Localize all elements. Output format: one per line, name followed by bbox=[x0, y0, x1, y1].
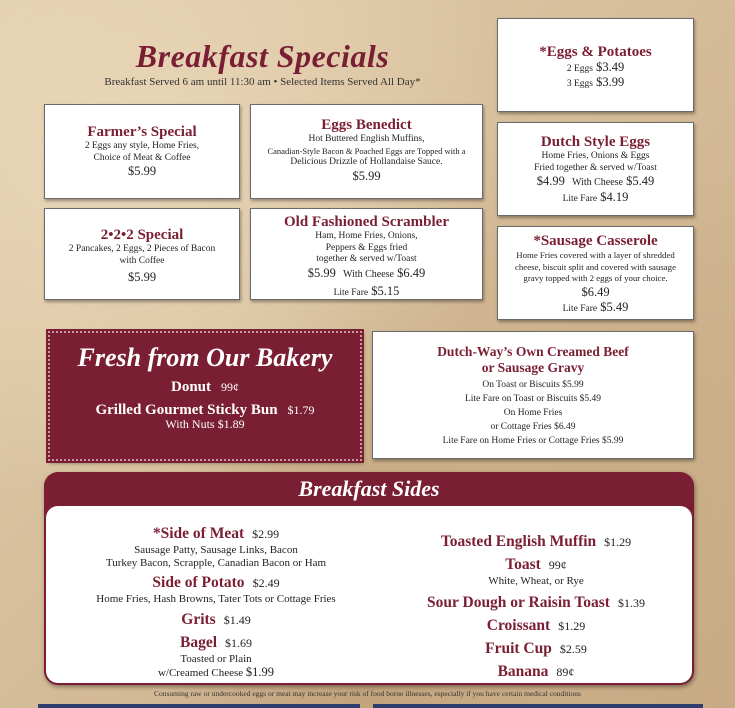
bakery-title: Fresh from Our Bakery bbox=[77, 343, 333, 372]
side-fruit-cup: Fruit Cup $2.59 bbox=[485, 640, 587, 657]
bottom-bar-right bbox=[373, 704, 703, 708]
sausage-casserole-title: *Sausage Casserole bbox=[533, 233, 658, 249]
side-sourdough: Sour Dough or Raisin Toast $1.39 bbox=[427, 594, 645, 611]
scrambler-title: Old Fashioned Scrambler bbox=[283, 214, 449, 230]
scrambler-card: Old Fashioned Scrambler Ham, Home Fries, Onions, Peppers & Eggs fried together & served w/Toast $5.99 With Cheese $6.49 Lite Fare $5.15 bbox=[250, 208, 483, 300]
creamed-beef-title: Dutch-Way’s Own Creamed Beef bbox=[437, 344, 629, 359]
eggs-potatoes-opt1: 2 Eggs $3.49 bbox=[566, 60, 625, 74]
bakery-sticky-bun: Grilled Gourmet Sticky Bun $1.79 bbox=[95, 402, 315, 418]
eggs-benedict-price: $5.99 bbox=[352, 168, 381, 183]
eggs-benedict-card: Eggs Benedict Hot Buttered English Muffins, Canadian-Style Bacon & Poached Eggs are Topped with a Delicious Drizzle of Hollandaise Sauce. $5.99 bbox=[250, 104, 483, 199]
side-toast: Toast 99¢ bbox=[505, 556, 567, 573]
page-title: Breakfast Specials bbox=[135, 38, 390, 74]
sides-left-column: *Side of Meat $2.99 Sausage Patty, Sausage Links, Bacon Turkey Bacon, Scrapple, Canadian Bacon or Ham Side of Potato $2.49 Home Fries, Hash Browns, Tater Tots or Cottage Fries Grits $1.49 Bagel $1.69 Toasted or Plain w/Creamed Cheese $1.99 bbox=[46, 524, 386, 680]
two-two-two-special-card: 2•2•2 Special 2 Pancakes, 2 Eggs, 2 Pieces of Bacon with Coffee $5.99 bbox=[44, 208, 240, 300]
breakfast-sides-panel bbox=[46, 506, 692, 683]
scrambler-lite: Lite Fare $5.15 bbox=[333, 283, 400, 298]
eggs-benedict-title: Eggs Benedict bbox=[321, 117, 412, 133]
two-two-two-special-title: 2•2•2 Special bbox=[100, 227, 184, 243]
side-meat: *Side of Meat $2.99 bbox=[152, 525, 280, 542]
side-potato: Side of Potato $2.49 bbox=[152, 574, 280, 591]
bakery-nuts: With Nuts $1.89 bbox=[165, 417, 245, 431]
sides-right-column: Toasted English Muffin $1.29 Toast 99¢ White, Wheat, or Rye Sour Dough or Raisin Toast $1.39 Croissant $1.29 Fruit Cup $2.59 Banana 89¢ bbox=[386, 532, 686, 682]
two-two-two-special-price: $5.99 bbox=[127, 270, 157, 284]
bakery-donut: Donut 99¢ bbox=[170, 379, 239, 395]
eggs-potatoes-title: *Eggs & Potatoes bbox=[539, 44, 652, 60]
side-grits: Grits $1.49 bbox=[181, 611, 251, 628]
sausage-casserole-lite: Lite Fare $5.49 bbox=[562, 299, 629, 314]
dutch-style-eggs-title: Dutch Style Eggs bbox=[540, 134, 651, 150]
dutch-style-eggs-lite: Lite Fare $4.19 bbox=[562, 190, 629, 204]
dutch-style-eggs-card: Dutch Style Eggs Home Fries, Onions & Eggs Fried together & served w/Toast $4.99 With Cheese $5.49 Lite Fare $4.19 bbox=[497, 122, 694, 216]
side-english-muffin: Toasted English Muffin $1.29 bbox=[440, 533, 632, 550]
scrambler-price: $5.99 With Cheese $6.49 bbox=[307, 265, 426, 280]
bakery-panel bbox=[48, 331, 362, 461]
page-subtitle: Breakfast Served 6 am until 11:30 am • Selected Items Served All Day* bbox=[104, 76, 421, 88]
disclaimer: Consuming raw or undercooked eggs or meat may increase your risk of food borne illnesses, especially if you have certain medical conditions bbox=[154, 689, 581, 698]
eggs-potatoes-card bbox=[497, 18, 694, 112]
bottom-bar-left bbox=[38, 704, 360, 708]
side-bagel-cream-cheese: w/Creamed Cheese $1.99 bbox=[157, 665, 275, 679]
farmers-special-price: $5.99 bbox=[127, 164, 157, 178]
eggs-potatoes-opt2: 3 Eggs $3.99 bbox=[566, 75, 625, 89]
farmers-special-title: Farmer’s Special bbox=[87, 124, 197, 140]
sausage-casserole-price: $6.49 bbox=[581, 284, 610, 299]
creamed-beef-card: Dutch-Way’s Own Creamed Beef or Sausage Gravy On Toast or Biscuits $5.99 Lite Fare on Toast or Biscuits $5.49 On Home Fries or Cottage Fries $6.49 Lite Fare on Home Fries or Cottage Fries $5.99 bbox=[372, 331, 694, 459]
side-bagel: Bagel $1.69 bbox=[179, 634, 253, 651]
side-banana: Banana 89¢ bbox=[497, 663, 575, 680]
sausage-casserole-card: *Sausage Casserole Home Fries covered with a layer of shredded cheese, biscuit split and covered with sausage gravy topped with 2 eggs of your choice. $6.49 Lite Fare $5.49 bbox=[497, 226, 694, 320]
side-croissant: Croissant $1.29 bbox=[486, 617, 586, 634]
farmers-special-card: Farmer’s Special 2 Eggs any style, Home Fries, Choice of Meat & Coffee $5.99 bbox=[44, 104, 240, 199]
breakfast-sides-title: Breakfast Sides bbox=[298, 476, 440, 501]
dutch-style-eggs-price: $4.99 With Cheese $5.49 bbox=[536, 174, 655, 188]
